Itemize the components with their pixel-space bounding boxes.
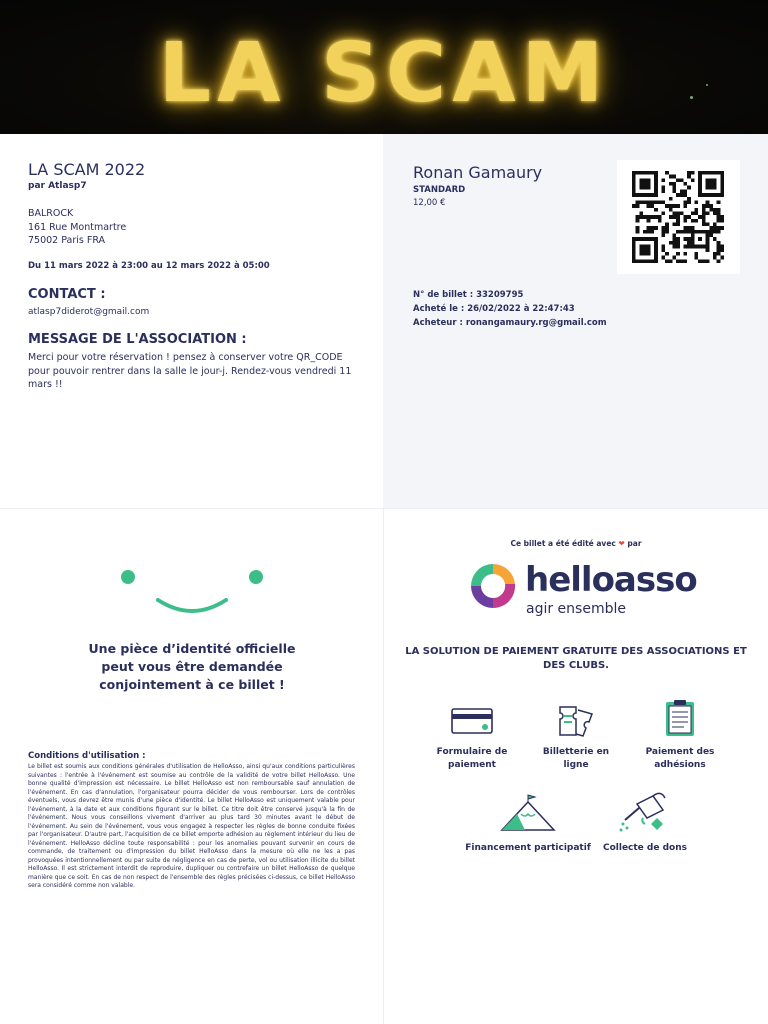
mountain-flag-icon	[499, 794, 557, 834]
id-notice-line: peut vous être demandée	[101, 659, 283, 674]
venue-address	[28, 207, 126, 248]
feature-label: ligne	[563, 760, 589, 770]
feature-crowdfunding	[458, 794, 598, 855]
buyer-email: Acheteur : ronangamaury.rg@gmail.com	[413, 318, 607, 328]
clipboard-icon	[660, 698, 700, 738]
event-dates: Du 11 mars 2022 à 23:00 au 12 mars 2022 à 05:00	[28, 261, 270, 271]
helloasso-wordmark: helloasso	[525, 560, 697, 600]
feature-ticketing	[526, 704, 626, 772]
edited-suffix: par	[627, 539, 642, 548]
purchase-date: Acheté le : 26/02/2022 à 22:47:43	[413, 304, 575, 314]
venue-city: 75002 Paris FRA	[28, 235, 106, 246]
contact-heading: CONTACT :	[28, 287, 106, 302]
feature-donations	[595, 790, 695, 855]
ticket-number: N° de billet : 33209795	[413, 290, 524, 300]
terms-text: Le billet est soumis aux conditions générales d'utilisation de HelloAsso, ainsi qu'aux conditions particulières suivantes : l'entrée à l'événement est soumise au contrôle de la validité de votre billet HelloAsso. Une bonne qualité d'impression est nécessaire. Le billet HelloAsso est non remboursable sauf annulation de l'événement. En cas d'annulation, l'organisateur pourra décider de vous rembourser. Lors de contrôles éventuels, vous devrez être munis d'une pièce d'identité. Le billet HelloAsso est uniquement valable pour l'événement, à la date et aux conditions figurant sur le billet. Ce titre doit être conservé jusqu'à la fin de l'événement. Nous vous conseillons vivement d'arriver au plus tard 30 minutes avant le début de l'événement. Au sein de l'événement, vous vous engagez à respecter les règles de bonne conduite fixées par l'organisateur. D'autre part, l'acquisition de ce billet emporte adhésion au règlement intérieur du lieu de l'événement. HelloAsso décline toute responsabilité : pour les anomalies pouvant survenir en cours de commande, de traitement ou d'impression du billet HelloAsso dans la mesure où elle ne les a pas provoquées intentionnellement ou par suite de négligence en cas de perte, vol ou utilisation illicite du billet HelloAsso. Il est strictement interdit de reproduire, dupliquer ou contrefaire un billet HelloAsso de quelque manière que ce soit. En cas de non respect de l'ensemble des règles précisées ci-dessus, ce billet HelloAsso sera considéré comme non valable.	[28, 763, 355, 889]
card-icon	[450, 704, 494, 738]
helloasso-tagline: agir ensemble	[526, 601, 626, 617]
event-banner	[0, 0, 768, 134]
divider	[0, 508, 768, 509]
helloasso-logo-icon	[467, 560, 519, 612]
feature-label: Formulaire de	[436, 747, 508, 757]
ticket-price: 12,00 €	[413, 198, 446, 208]
edited-prefix: Ce billet a été édité avec	[510, 539, 616, 548]
feature-label: adhésions	[654, 760, 706, 770]
ticket-meta	[413, 288, 607, 330]
organizer: par Atlasp7	[28, 181, 87, 191]
feature-label: Collecte de dons	[602, 843, 687, 853]
qr-code-icon	[630, 171, 726, 263]
divider	[383, 508, 384, 1024]
banner-title: LA SCAM	[158, 26, 610, 121]
heart-icon: ❤	[618, 539, 625, 548]
buyer-name: Ronan Gamaury	[413, 163, 543, 182]
spark-dot	[690, 96, 693, 99]
edited-by	[384, 539, 768, 548]
message-heading: MESSAGE DE L'ASSOCIATION :	[28, 332, 247, 347]
feature-payment-form	[422, 704, 522, 772]
venue-street: 161 Rue Montmartre	[28, 221, 127, 233]
smile-icon	[112, 562, 272, 622]
contact-email-link[interactable]: atlasp7diderot@gmail.com	[28, 307, 150, 317]
feature-label: paiement	[448, 760, 496, 770]
watering-can-icon	[617, 790, 673, 834]
feature-membership	[630, 698, 730, 772]
venue-name: BALROCK	[28, 208, 74, 219]
ticket-type: STANDARD	[413, 185, 466, 195]
spark-dot	[706, 84, 708, 86]
qr-code	[617, 160, 740, 274]
message-text: Merci pour votre réservation ! pensez à conserver votre QR_CODE pour pouvoir rentrer dans la salle le jour-j. Rendez-vous vendredi 11 mars !!	[28, 352, 352, 390]
feature-label: Financement participatif	[465, 843, 591, 853]
event-title: LA SCAM 2022	[28, 160, 146, 179]
id-notice-line: conjointement à ce billet !	[99, 677, 285, 692]
feature-label: Billetterie en	[542, 747, 610, 757]
helloasso-solution: LA SOLUTION DE PAIEMENT GRATUITE DES ASSOCIATIONS ET DES CLUBS.	[405, 646, 747, 671]
id-notice	[40, 640, 344, 694]
ticket-icon	[554, 704, 598, 738]
id-notice-line: Une pièce d’identité officielle	[88, 641, 296, 656]
feature-label: Paiement des	[645, 747, 715, 757]
terms-heading: Conditions d'utilisation :	[28, 751, 146, 761]
